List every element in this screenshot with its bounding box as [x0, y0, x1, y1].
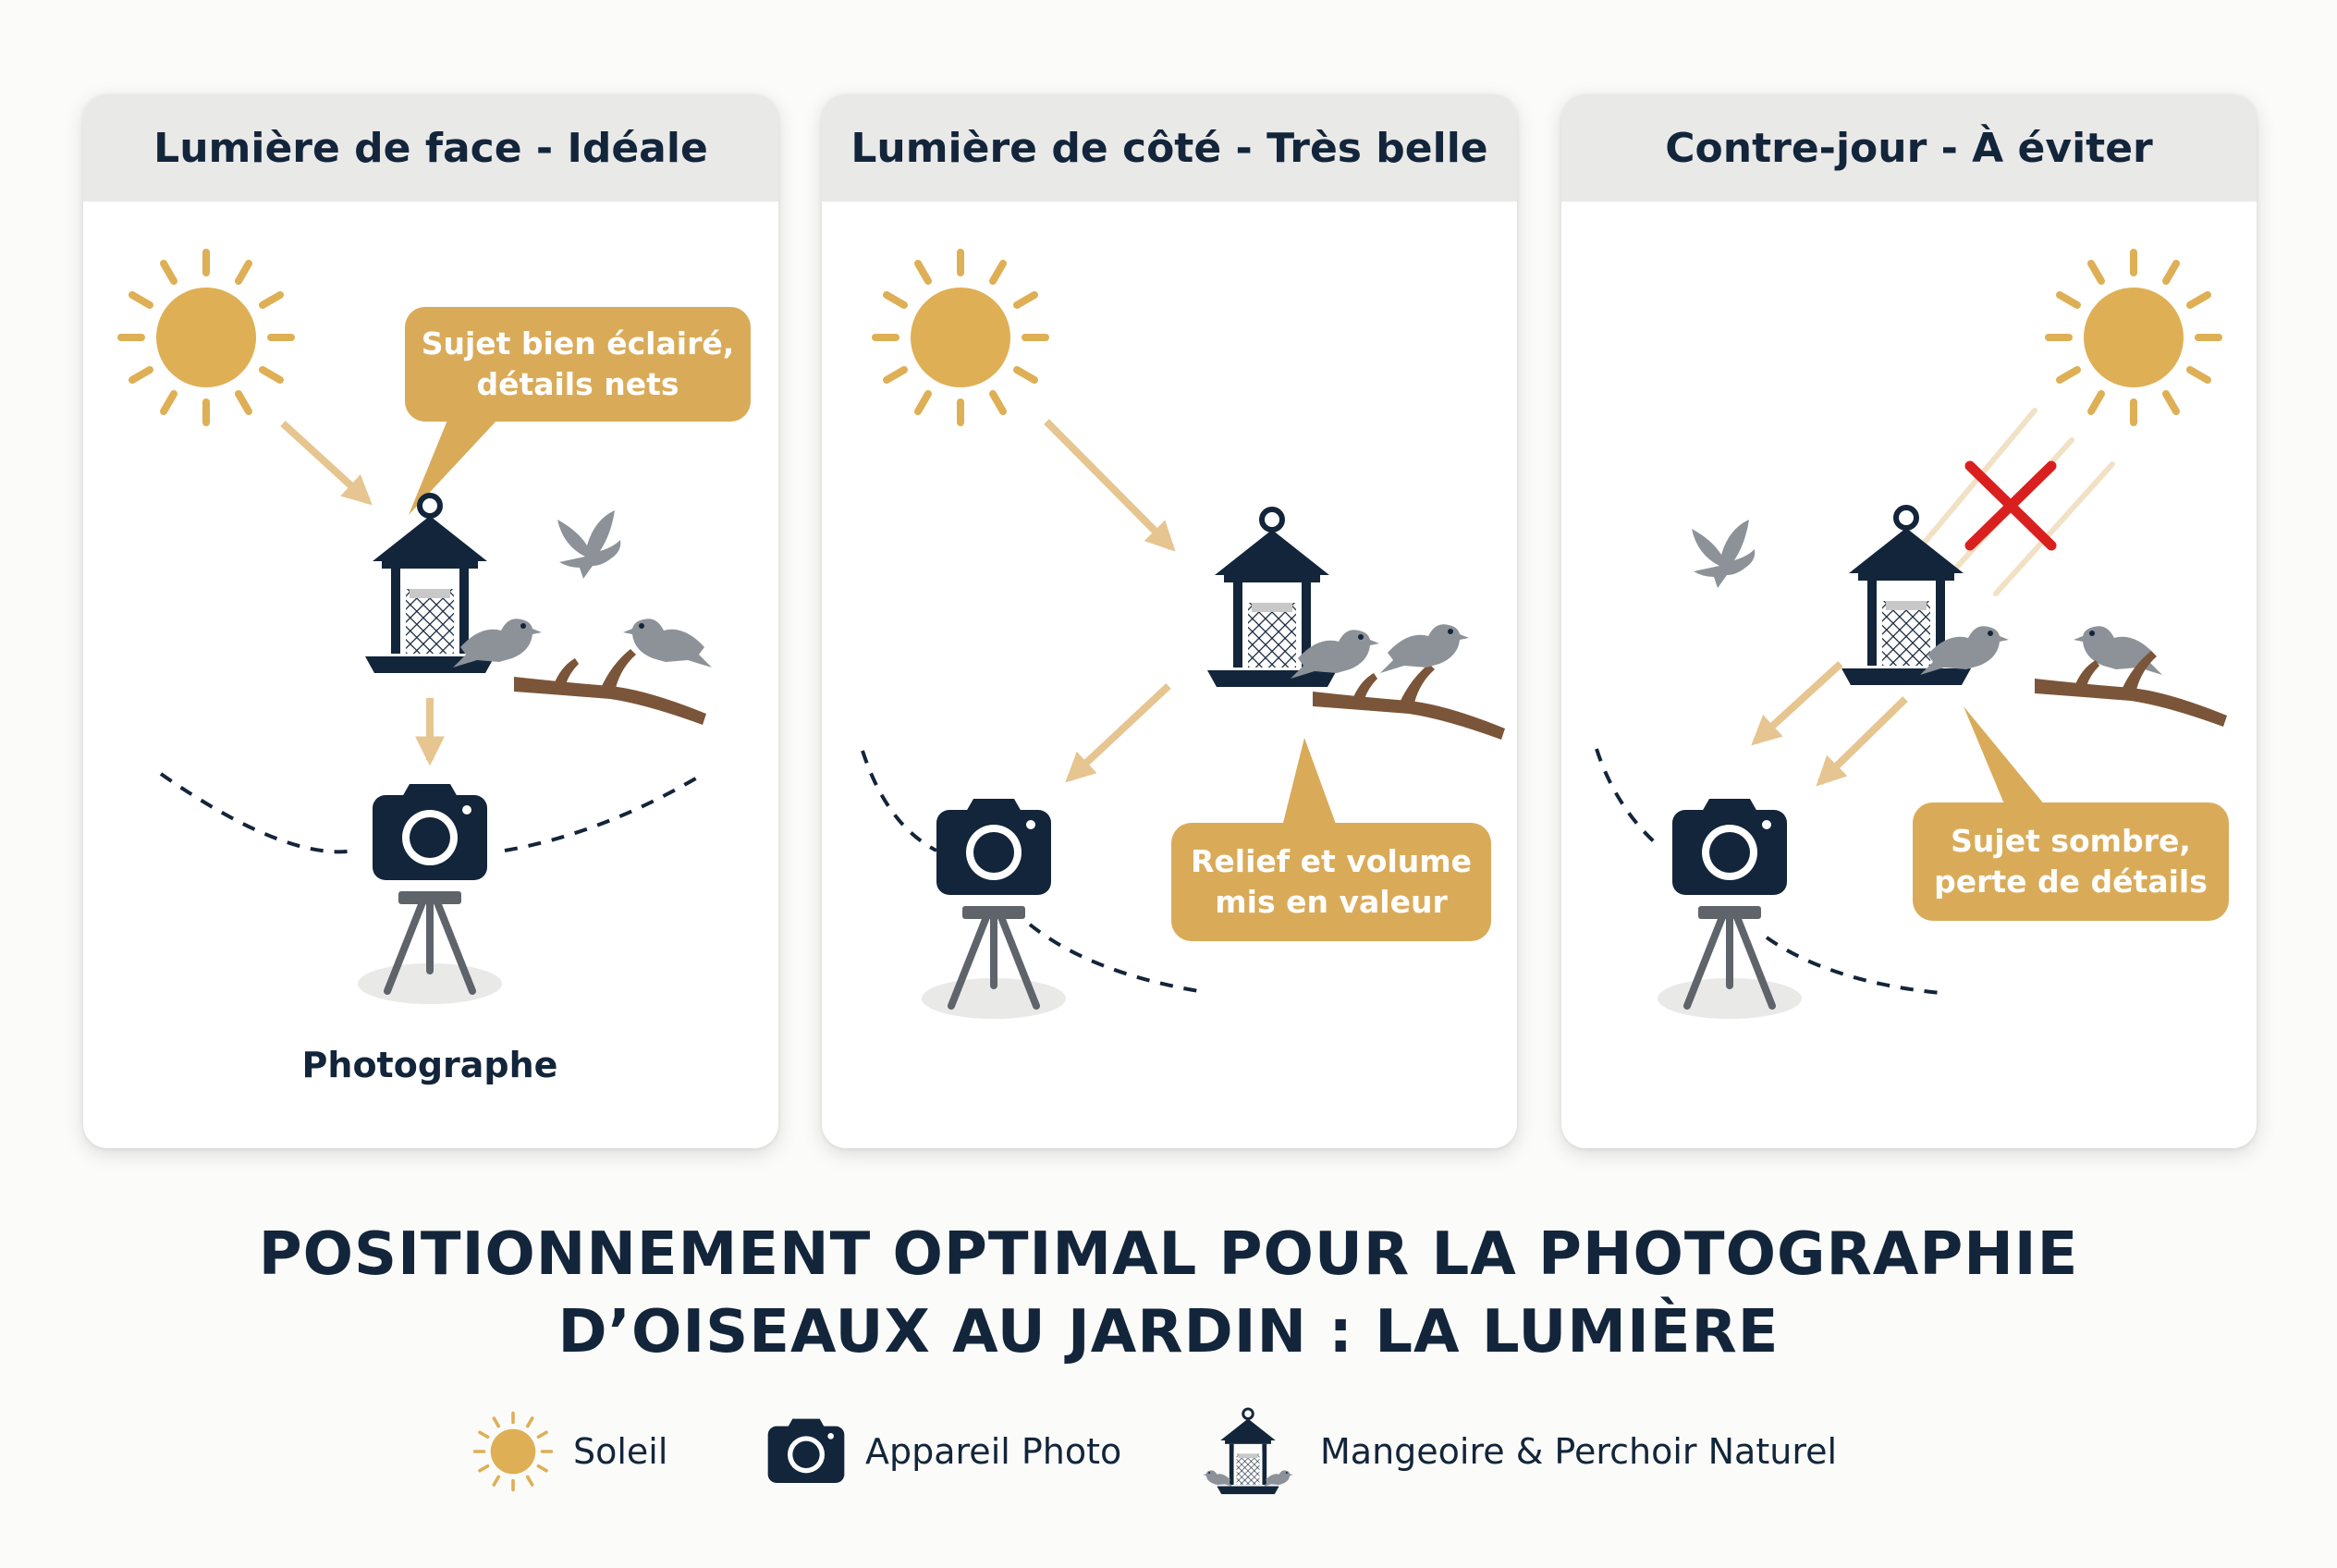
panel-front-light: [83, 94, 778, 1148]
callout-relief: Relief et volume mis en valeur: [1171, 823, 1491, 941]
backlight-illustration: [1561, 94, 2257, 1148]
callout-pointer: [1964, 706, 2046, 806]
tripod-icon: [358, 891, 502, 1004]
camera-icon: [765, 1416, 847, 1487]
camera-icon: [936, 799, 1051, 895]
shooting-arc: [1030, 925, 1199, 991]
shooting-arc: [1767, 937, 1940, 993]
main-title: POSITIONNEMENT OPTIMAL POUR LA PHOTOGRAPHIE D’OISEAUX AU JARDIN : LA LUMIÈRE: [258, 1220, 2079, 1366]
shooting-arc: [1597, 749, 1658, 845]
sun-icon: [471, 1410, 555, 1493]
panel-title: Lumière de face - Idéale: [83, 94, 778, 202]
light-ray-arrow: [1046, 422, 1171, 547]
light-ray-arrow: [1756, 664, 1841, 741]
legend: [0, 1415, 2337, 1488]
shooting-arc: [161, 774, 355, 851]
bird-icon: [1692, 520, 1755, 588]
bird-icon: [623, 619, 712, 668]
sun-icon: [121, 252, 291, 423]
panel-title: Contre-jour - À éviter: [1561, 94, 2257, 202]
shooting-arc: [863, 751, 936, 851]
bird-icon: [1380, 624, 1469, 673]
front-light-illustration: [83, 94, 778, 1148]
legend-item-feeder: Mangeoire & Perchoir Naturel: [1194, 1415, 1837, 1488]
branch-icon: [1313, 664, 1505, 740]
callout-pointer: [1280, 738, 1340, 834]
legend-item-sun: Soleil: [471, 1415, 667, 1488]
tripod-icon: [1658, 906, 1802, 1019]
camera-icon: [373, 784, 487, 880]
light-ray-arrow: [1820, 699, 1905, 782]
bird-icon: [557, 510, 620, 579]
shooting-arc: [505, 777, 699, 851]
callout-dark-subject: Sujet sombre, perte de détails: [1913, 802, 2229, 921]
legend-item-camera: Appareil Photo: [765, 1415, 1121, 1488]
panel-side-light: [822, 94, 1517, 1148]
sun-icon: [875, 252, 1046, 423]
cross-mark-icon: [1970, 466, 2051, 545]
light-ray-arrow: [283, 423, 368, 501]
panel-backlight: [1561, 94, 2257, 1148]
bird-feeder-icon: [1194, 1407, 1302, 1496]
side-light-illustration: [822, 94, 1517, 1148]
photographer-label: Photographe: [301, 1045, 558, 1085]
callout-well-lit: Sujet bien éclairé, détails nets: [405, 307, 751, 422]
light-ray-arrow: [1070, 686, 1168, 778]
camera-icon: [1672, 799, 1787, 895]
sun-icon: [2049, 252, 2219, 423]
tripod-icon: [922, 906, 1066, 1019]
panel-title: Lumière de côté - Très belle: [822, 94, 1517, 202]
